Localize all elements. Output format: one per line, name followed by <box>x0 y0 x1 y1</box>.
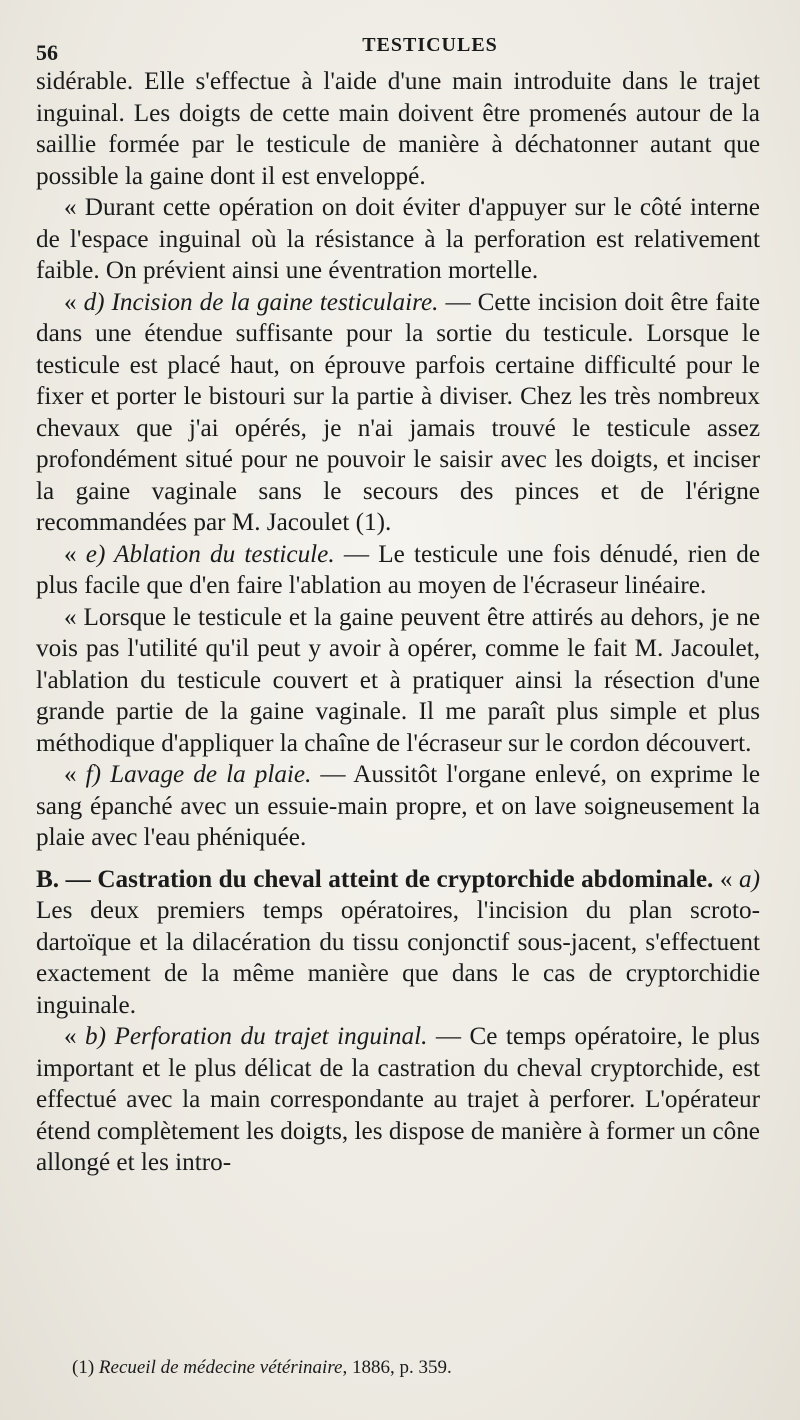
paragraph: « e) Ablation du testicule. — Le testicule une fois dénudé, rien de plus facile que d'en faire l'ablation au moyen de l'écraseur linéaire. <box>36 540 760 599</box>
footnote: (1) Recueil de médecine vétérinaire, 1886, p. 359. <box>72 1357 452 1378</box>
paragraph: « Durant cette opération on doit éviter d'appuyer sur le côté interne de l'espace inguinal où la résistance à la perforation est relativement faible. On prévient ainsi une éventration mortelle. <box>36 194 760 284</box>
paragraph: « f) Lavage de la plaie. — Aussitôt l'organe enlevé, on exprime le sang épanché avec un essuie-main propre, et on lave soigneusement la plaie avec l'eau phéniquée. <box>36 761 760 851</box>
paragraph: « Lorsque le testicule et la gaine peuvent être attirés au dehors, je ne vois pas l'utilité qu'il peut y avoir à opérer, comme le fait M. Jacoulet, l'ablation du testicule couvert et à pratiquer ainsi la résection d'une grande partie de la gaine vaginale. Il me paraît plus simple et plus méthodique d'appliquer la chaîne de l'écraseur sur le cordon découvert. <box>36 603 760 757</box>
section-title: a) <box>739 865 761 893</box>
section-title: f) Lavage de la plaie. <box>85 761 312 788</box>
body-text <box>36 66 760 1179</box>
footnote-source: Recueil de médecine vétérinaire <box>98 1357 343 1378</box>
page-number: 56 <box>36 40 58 65</box>
page-header <box>36 34 764 64</box>
paragraph: « b) Perforation du trajet inguinal. — Ce temps opératoire, le plus important et le plus délicat de la castration du cheval cryptorchide, est effectué avec la main correspondante au trajet à perforer. L'opérateur étend complètement les doigts, les dispose de manière à former un cône allongé et les intro- <box>36 1023 760 1176</box>
section-title: e) Ablation du testicule. <box>85 540 335 568</box>
section-title: b) Perforation du trajet inguinal. <box>85 1023 428 1050</box>
paragraph: sidérable. Elle s'effectue à l'aide d'une main introduite dans le trajet inguinal. Les doigts de cette main doivent être promenés autour de la saillie formée par le testicule de manière à déchatonner autant que possible la gaine dont il est enveloppé. <box>36 68 760 190</box>
section-title: d) Incision de la gaine testiculaire. <box>83 288 439 316</box>
running-title: TESTICULES <box>362 34 498 56</box>
paragraph: « d) Incision de la gaine testiculaire. — Cette incision doit être faite dans une étendue suffisante pour la sortie du testicule. Lorsque le testicule est placé haut, on éprouve parfois certaine difficulté pour le fixer et porter le bistouri sur la partie à diviser. Chez les très nombreux chevaux que j'ai opérés, je n'ai jamais trouvé le testicule assez profondément situé pour ne pouvoir le saisir avec les doigts, et inciser la gaine vaginale sans le secours des pinces et de l'érigne recommandées par M. Jacoulet (1). <box>36 288 760 536</box>
section-heading: B. — Castration du cheval atteint de cryptorchide abdominale. <box>36 865 714 893</box>
paragraph: B. — Castration du cheval atteint de cryptorchide abdominale. « a) Les deux premiers temps opératoires, l'incision du plan scroto-dartoïque et la dilacération du tissu conjonctif sous-jacent, s'effectuent exactement de la même manière que dans le cas de cryptorchidie inguinale. <box>36 865 761 1019</box>
